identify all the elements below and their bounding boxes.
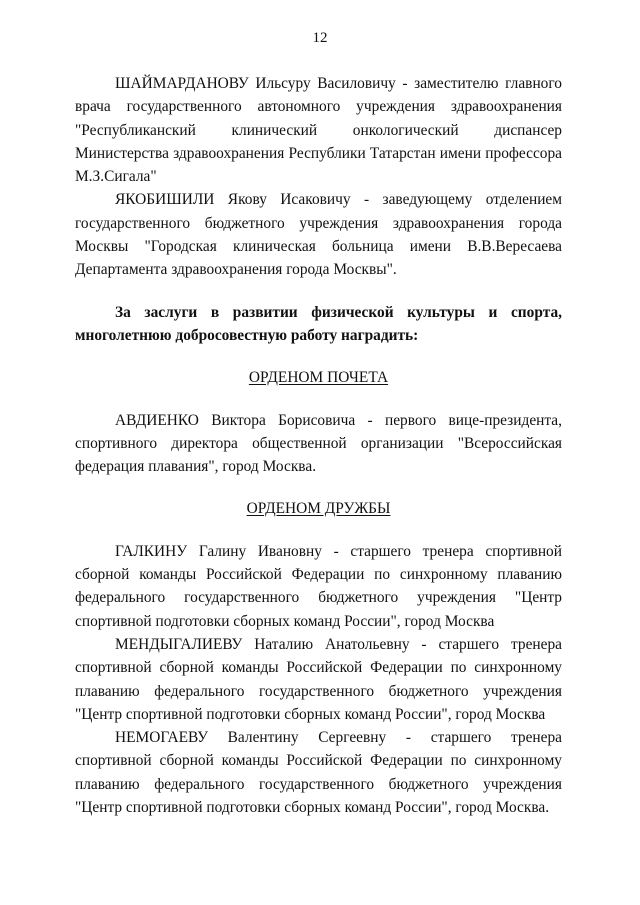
spacer [75, 390, 562, 409]
spacer [75, 478, 562, 497]
award-entry-avdienko: АВДИЕНКО Виктора Борисовича - первого вице-президента, спортивного директора общественной организации "Всероссийская федерация плавания", город Москва. [75, 411, 562, 476]
page-number: 12 [312, 30, 328, 46]
spacer [75, 521, 562, 540]
award-entry-mendygalieva: МЕНДЫГАЛИЕВУ Наталию Анатольевну - старшего тренера спортивной сборной команды Российской Федерации по синхронному плаванию федерального государственного бюджетного учреждения "Центр спортивной подготовки сборных команд России", город Москва [75, 635, 562, 723]
order-honor-heading: ОРДЕНОМ ПОЧЕТА [248, 369, 389, 387]
document-body [75, 72, 562, 819]
section-intro: За заслуги в развитии физической культуры и спорта, многолетнюю добросовестную работу наградить: [75, 303, 562, 344]
award-entry-shaymardanov: ШАЙМАРДАНОВУ Ильсуру Василовичу - заместителю главного врача государственного автономного учреждения здравоохранения "Республиканский клинический онкологический диспансер Министерства здравоохранения Республики Татарстан имени профессора М.З.Сигала" [75, 75, 562, 186]
award-entry-yakobishili: ЯКОБИШИЛИ Якову Исаковичу - заведующему отделением государственного бюджетного учреждения здравоохранения города Москвы "Городская клиническая больница имени В.В.Вересаева Департамента здравоохранения города Москвы". [75, 191, 562, 279]
spacer [75, 347, 562, 366]
order-friendship-heading: ОРДЕНОМ ДРУЖБЫ [246, 500, 391, 518]
spacer [75, 282, 562, 301]
award-entry-nemogaeva: НЕМОГАЕВУ Валентину Сергеевну - старшего тренера спортивной сборной команды Российской Федерации по синхронному плаванию федерального государственного бюджетного учреждения "Центр спортивной подготовки сборных команд России", город Москва. [75, 729, 562, 817]
award-entry-galkina: ГАЛКИНУ Галину Ивановну - старшего тренера спортивной сборной команды Российской Федерации по синхронному плаванию федерального государственного бюджетного учреждения "Центр спортивной подготовки сборных команд России", город Москва [75, 542, 562, 630]
